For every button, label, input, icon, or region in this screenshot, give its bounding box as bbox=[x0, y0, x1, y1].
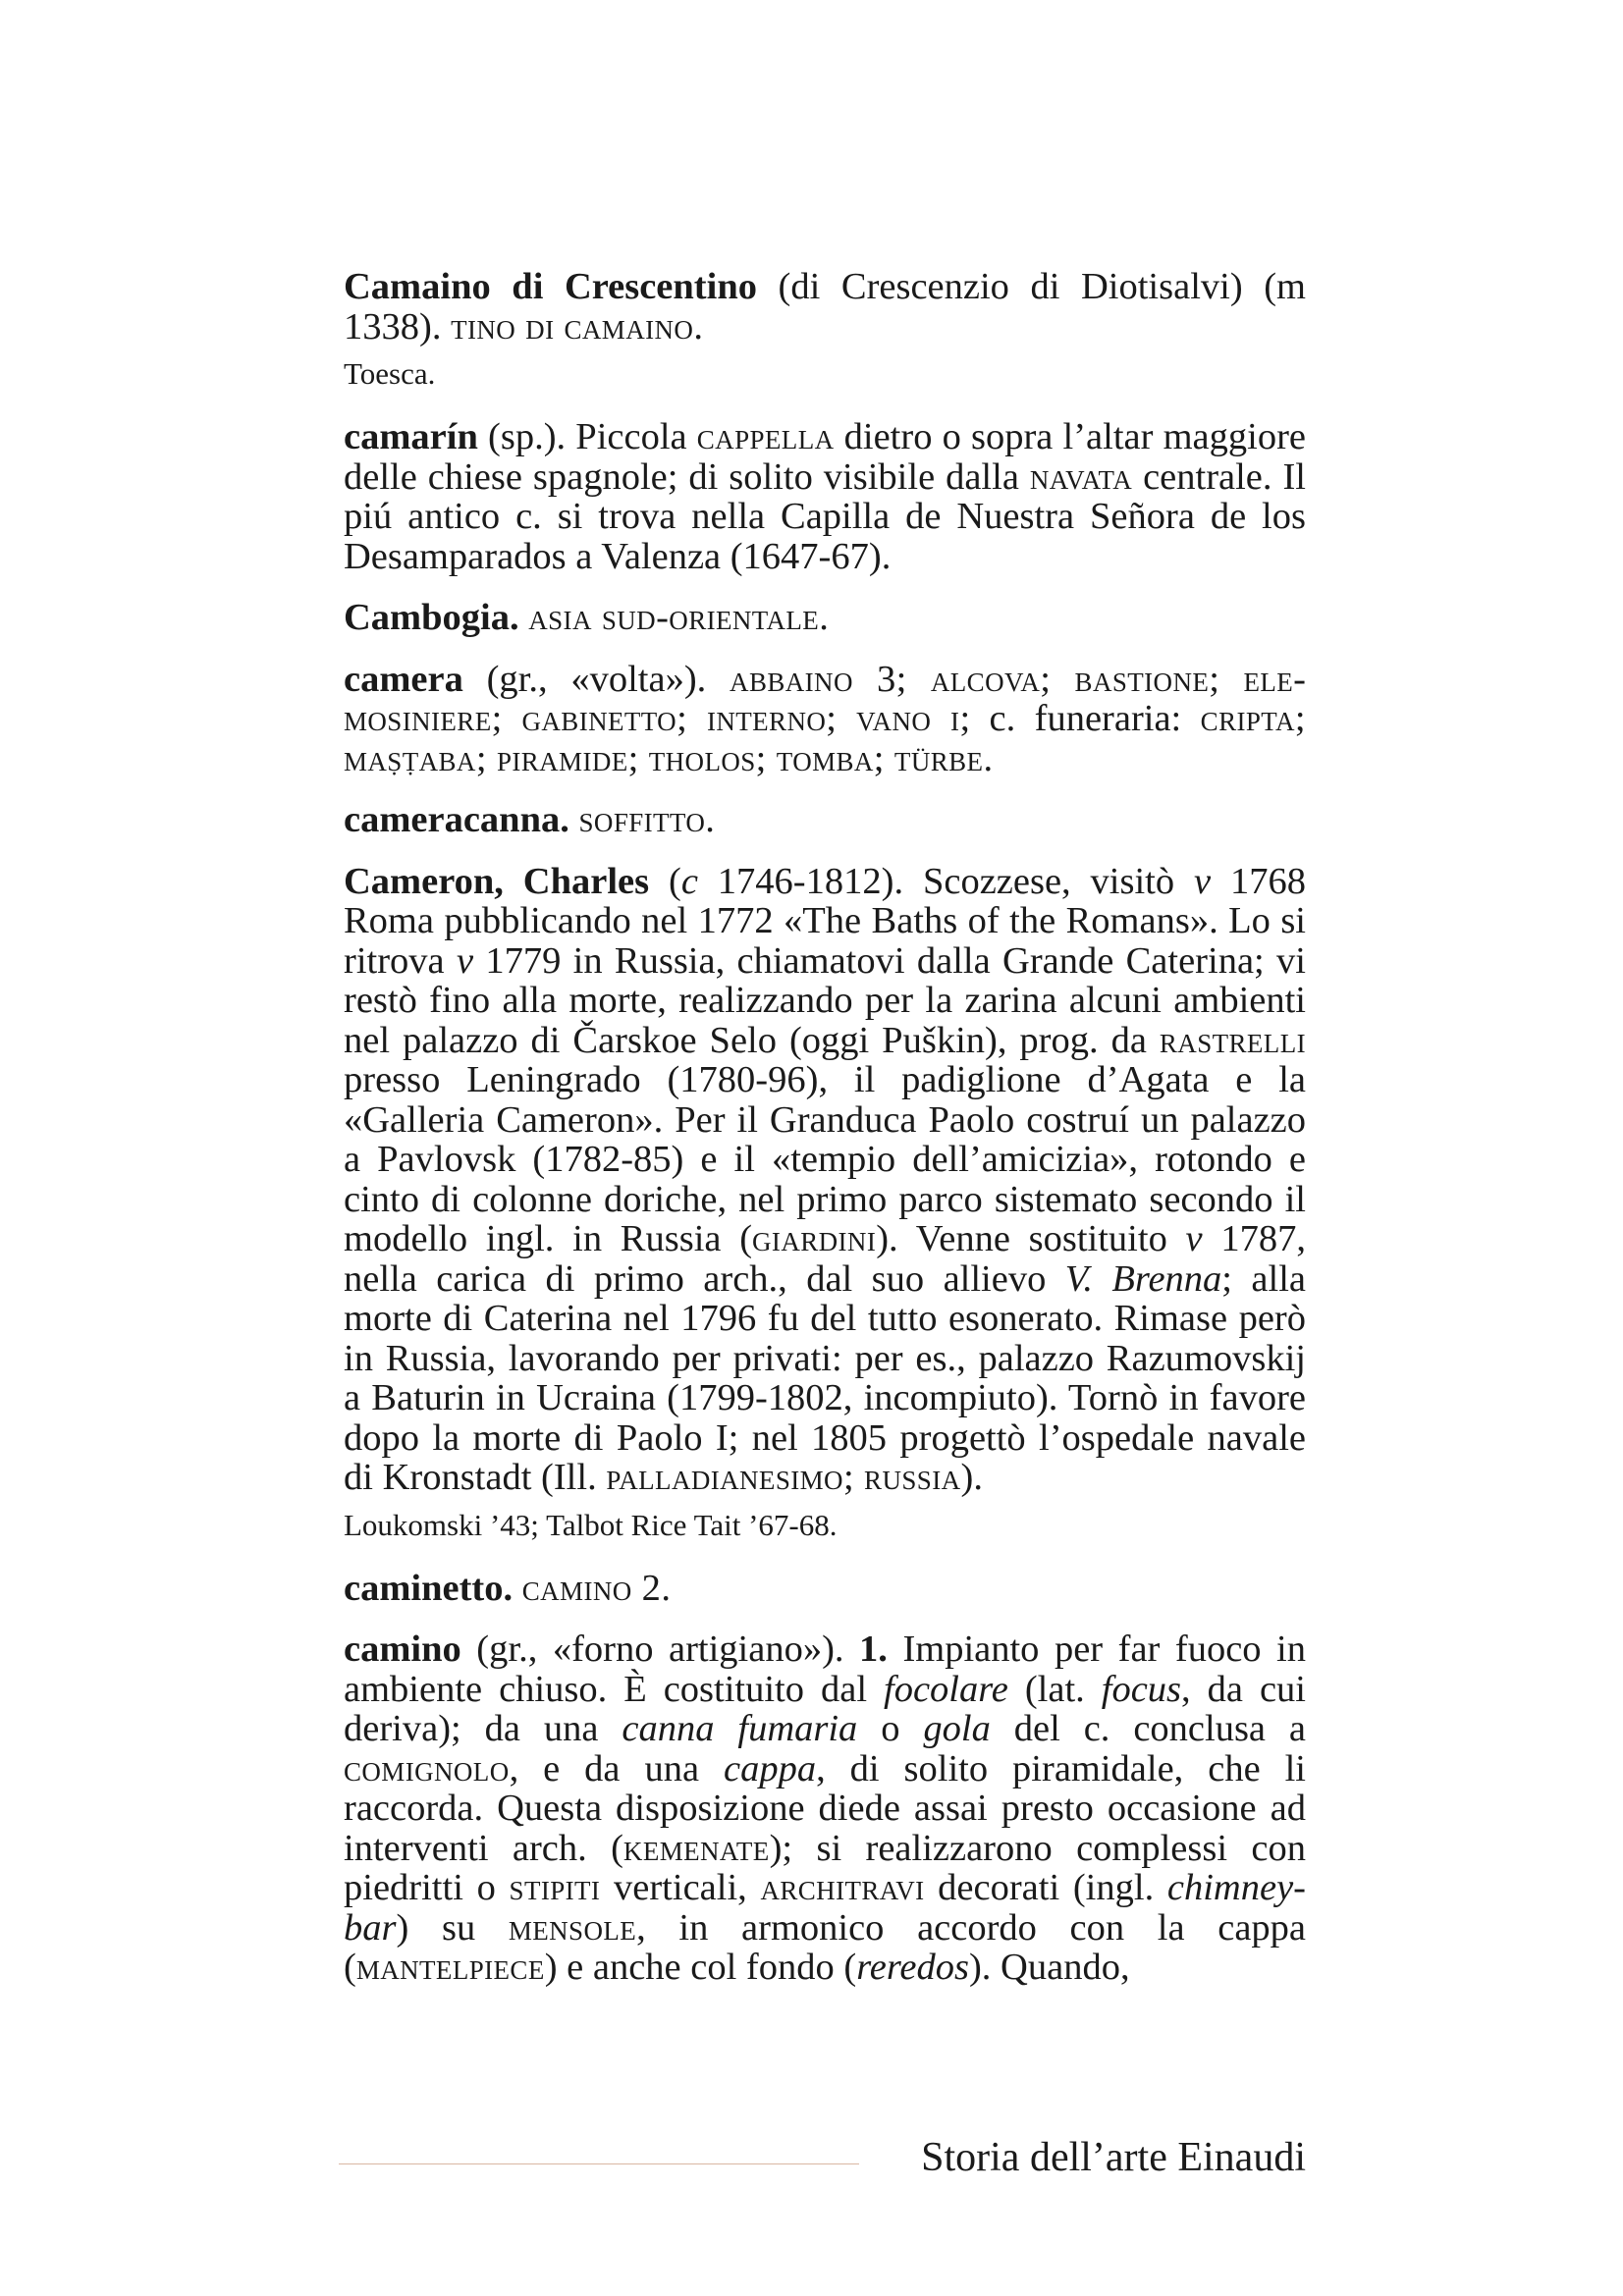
italic-term: c bbox=[680, 860, 698, 902]
publication-title: Storia dell’arte Einaudi bbox=[921, 2135, 1306, 2180]
entry-body-text: , in armonico accordo con la cappa ( bbox=[344, 1906, 1306, 1988]
dictionary-entry bbox=[344, 660, 1306, 779]
entry-headword: Camaino di Crescentino bbox=[344, 266, 757, 307]
cross-reference: soffitto bbox=[578, 799, 706, 840]
entry-body-text: (sp.). Piccola bbox=[477, 416, 697, 457]
entry-body-text bbox=[569, 799, 579, 840]
cross-reference: comignolo bbox=[344, 1747, 510, 1789]
entry-body-text bbox=[513, 1568, 522, 1609]
dictionary-entry bbox=[344, 862, 1306, 1498]
entry-body-text: , di solito piramidale, che li raccorda. Questa disposizione diede assai presto occasione ad interventi arch. ( bbox=[344, 1747, 1306, 1869]
italic-term: v bbox=[1185, 1218, 1203, 1259]
cross-reference: abbaino 3; alcova; bastione; elemosiniere; gabinetto; interno; vano i bbox=[344, 658, 1306, 739]
entry-body-text: (gr., «volta»). bbox=[462, 658, 730, 700]
entry-text bbox=[344, 660, 1306, 779]
entry-body-text: ). Quando, bbox=[968, 1947, 1130, 1988]
italic-term: chimney-bar bbox=[344, 1867, 1306, 1949]
italic-term: focus bbox=[1101, 1668, 1182, 1710]
cross-reference: asia sud-orientale bbox=[528, 597, 820, 638]
cross-reference: navata bbox=[1029, 455, 1133, 498]
entry-headword: Cambogia. bbox=[344, 597, 519, 638]
dictionary-entry bbox=[344, 598, 1306, 638]
entry-body-text: o bbox=[857, 1708, 924, 1749]
dictionary-entry bbox=[344, 1629, 1306, 1988]
entry-body-text: (gr., «forno artigiano»). bbox=[460, 1629, 860, 1670]
cross-reference: camino 2 bbox=[521, 1567, 662, 1609]
italic-term: v bbox=[456, 939, 474, 982]
bibliography-reference: Toesca. bbox=[344, 356, 436, 391]
entry-body-text: . bbox=[819, 597, 829, 638]
cross-reference: architravi bbox=[760, 1867, 925, 1908]
dictionary-entry bbox=[344, 267, 1306, 347]
cross-reference: mensole bbox=[508, 1906, 637, 1949]
entry-body-text: 1746-1812). Scozzese, visitò bbox=[697, 860, 1195, 902]
entry-body-text: presso Leningrado (1780-96), il padiglione d’Agata e la «Galleria Cameron». Per il Granduca Paolo costruí un palazzo a Pavlovsk (1782-85) e il «tempio dell’amicizia», rotondo e cinto di colonne doriche, nel primo parco sistemato secondo il modello ingl. in Russia ( bbox=[344, 1059, 1306, 1259]
entry-body-text: decorati (ingl. bbox=[924, 1867, 1167, 1908]
entry-headword: caminetto. bbox=[344, 1567, 514, 1609]
dictionary-entry bbox=[344, 417, 1306, 576]
entry-body-text bbox=[519, 597, 529, 638]
entry-body-text: centrale. Il piú antico c. si trova nella Capilla de Nuestra Señora de los Desamparados a Valenza (1647-67). bbox=[344, 455, 1306, 577]
footer-rule bbox=[339, 2163, 859, 2164]
entry-body-text: ; c. funeraria: bbox=[959, 698, 1201, 739]
cross-reference: cripta; maṣṭaba; piramide; tholos; tomba; türbe bbox=[344, 698, 1307, 779]
entry-headword: cameracanna. bbox=[344, 799, 569, 840]
entry-body-text: ( bbox=[649, 860, 681, 902]
italic-term: cappa bbox=[724, 1747, 817, 1789]
page-footer bbox=[339, 2132, 1306, 2191]
cross-reference: cappella bbox=[696, 416, 835, 457]
cross-reference: rastrelli bbox=[1159, 1019, 1306, 1061]
italic-term: reredos bbox=[856, 1947, 969, 1988]
italic-term: V. Brenna bbox=[1064, 1257, 1222, 1300]
cross-reference: giardini bbox=[752, 1218, 877, 1259]
entry-body-text: verticali, bbox=[600, 1867, 761, 1908]
italic-term: gola bbox=[923, 1708, 991, 1749]
entry-body-text: ). bbox=[960, 1457, 983, 1498]
entry-body-text: . bbox=[693, 305, 703, 347]
entry-headword: camera bbox=[344, 658, 463, 700]
sense-number: 1. bbox=[859, 1629, 888, 1670]
entry-text bbox=[344, 267, 1306, 347]
entry-text bbox=[344, 862, 1306, 1498]
entry-body-text: del c. conclusa a bbox=[990, 1708, 1307, 1749]
entry-body-text: ). Venne sostituito bbox=[876, 1218, 1186, 1259]
cross-reference: mantelpiece bbox=[355, 1947, 545, 1988]
entry-body-text: ) su bbox=[396, 1906, 509, 1949]
entry-headword: Cameron, Charles bbox=[344, 860, 650, 902]
entry-text bbox=[344, 417, 1306, 576]
entry-body-text: 1779 in Russia, chiamatovi dalla Grande Caterina; vi restò fino alla morte, realizzando per la zarina alcuni ambienti nel palazzo di Čarskoe Selo (oggi Puškin), prog. da bbox=[344, 939, 1306, 1061]
italic-term: v bbox=[1194, 860, 1212, 902]
entry-text bbox=[344, 800, 1306, 840]
entry-body-text: ) e anche col fondo ( bbox=[544, 1947, 857, 1988]
dictionary-column bbox=[344, 267, 1306, 2009]
bibliography-reference: Loukomski ’43; Talbot Rice Tait ’67-68. bbox=[344, 1507, 838, 1542]
entry-body-text: ); si realizzarono complessi con piedritti o bbox=[344, 1827, 1306, 1908]
entry-body-text: . bbox=[705, 799, 715, 840]
entry-headword: camarín bbox=[344, 416, 478, 457]
cross-reference: tino di camaino bbox=[451, 305, 694, 347]
entry-body-text: (lat. bbox=[1007, 1668, 1102, 1710]
entry-body-text: , e da una bbox=[509, 1747, 724, 1789]
entry-text bbox=[344, 1629, 1306, 1988]
entry-headword: camino bbox=[344, 1629, 461, 1670]
italic-term: focolare bbox=[884, 1668, 1008, 1710]
dictionary-entry bbox=[344, 800, 1306, 840]
entry-body-text: (di Crescenzio di Diotisalvi) (m 1338). bbox=[344, 266, 1306, 347]
dictionary-entry bbox=[344, 1569, 1306, 1609]
entry-body-text: dietro o sopra l’altar maggiore delle chiese spagnole; di solito visibile dalla bbox=[344, 416, 1306, 498]
entry-body-text: . bbox=[661, 1567, 671, 1609]
entry-body-text: 1787, nella carica di primo arch., dal suo allievo bbox=[344, 1218, 1306, 1300]
entry-body-text: . bbox=[983, 737, 994, 779]
cross-reference: kemenate bbox=[622, 1827, 770, 1869]
entry-text bbox=[344, 598, 1306, 638]
cross-reference: palladianesimo; russia bbox=[606, 1457, 961, 1498]
entry-body-text: Impianto per far fuoco in ambiente chiuso. È costituito dal bbox=[344, 1629, 1306, 1710]
entry-body-text: 1768 Roma pubblicando nel 1772 «The Baths of the Romans». Lo si ritrova bbox=[344, 860, 1306, 982]
italic-term: canna fumaria bbox=[622, 1708, 858, 1749]
entry-body-text: ; alla morte di Caterina nel 1796 fu del tutto esonerato. Rimase però in Russia, lavorando per privati: per es., palazzo Razumovskij a Baturin in Ucraina (1799-1802, incompiuto). Tornò in favore dopo la morte di Paolo I; nel 1805 progettò l’ospedale navale di Kronstadt (Ill. bbox=[344, 1257, 1306, 1498]
entry-body-text: , da cui deriva); da una bbox=[344, 1668, 1306, 1749]
cross-reference: stipiti bbox=[509, 1867, 601, 1908]
entry-text bbox=[344, 1569, 1306, 1609]
